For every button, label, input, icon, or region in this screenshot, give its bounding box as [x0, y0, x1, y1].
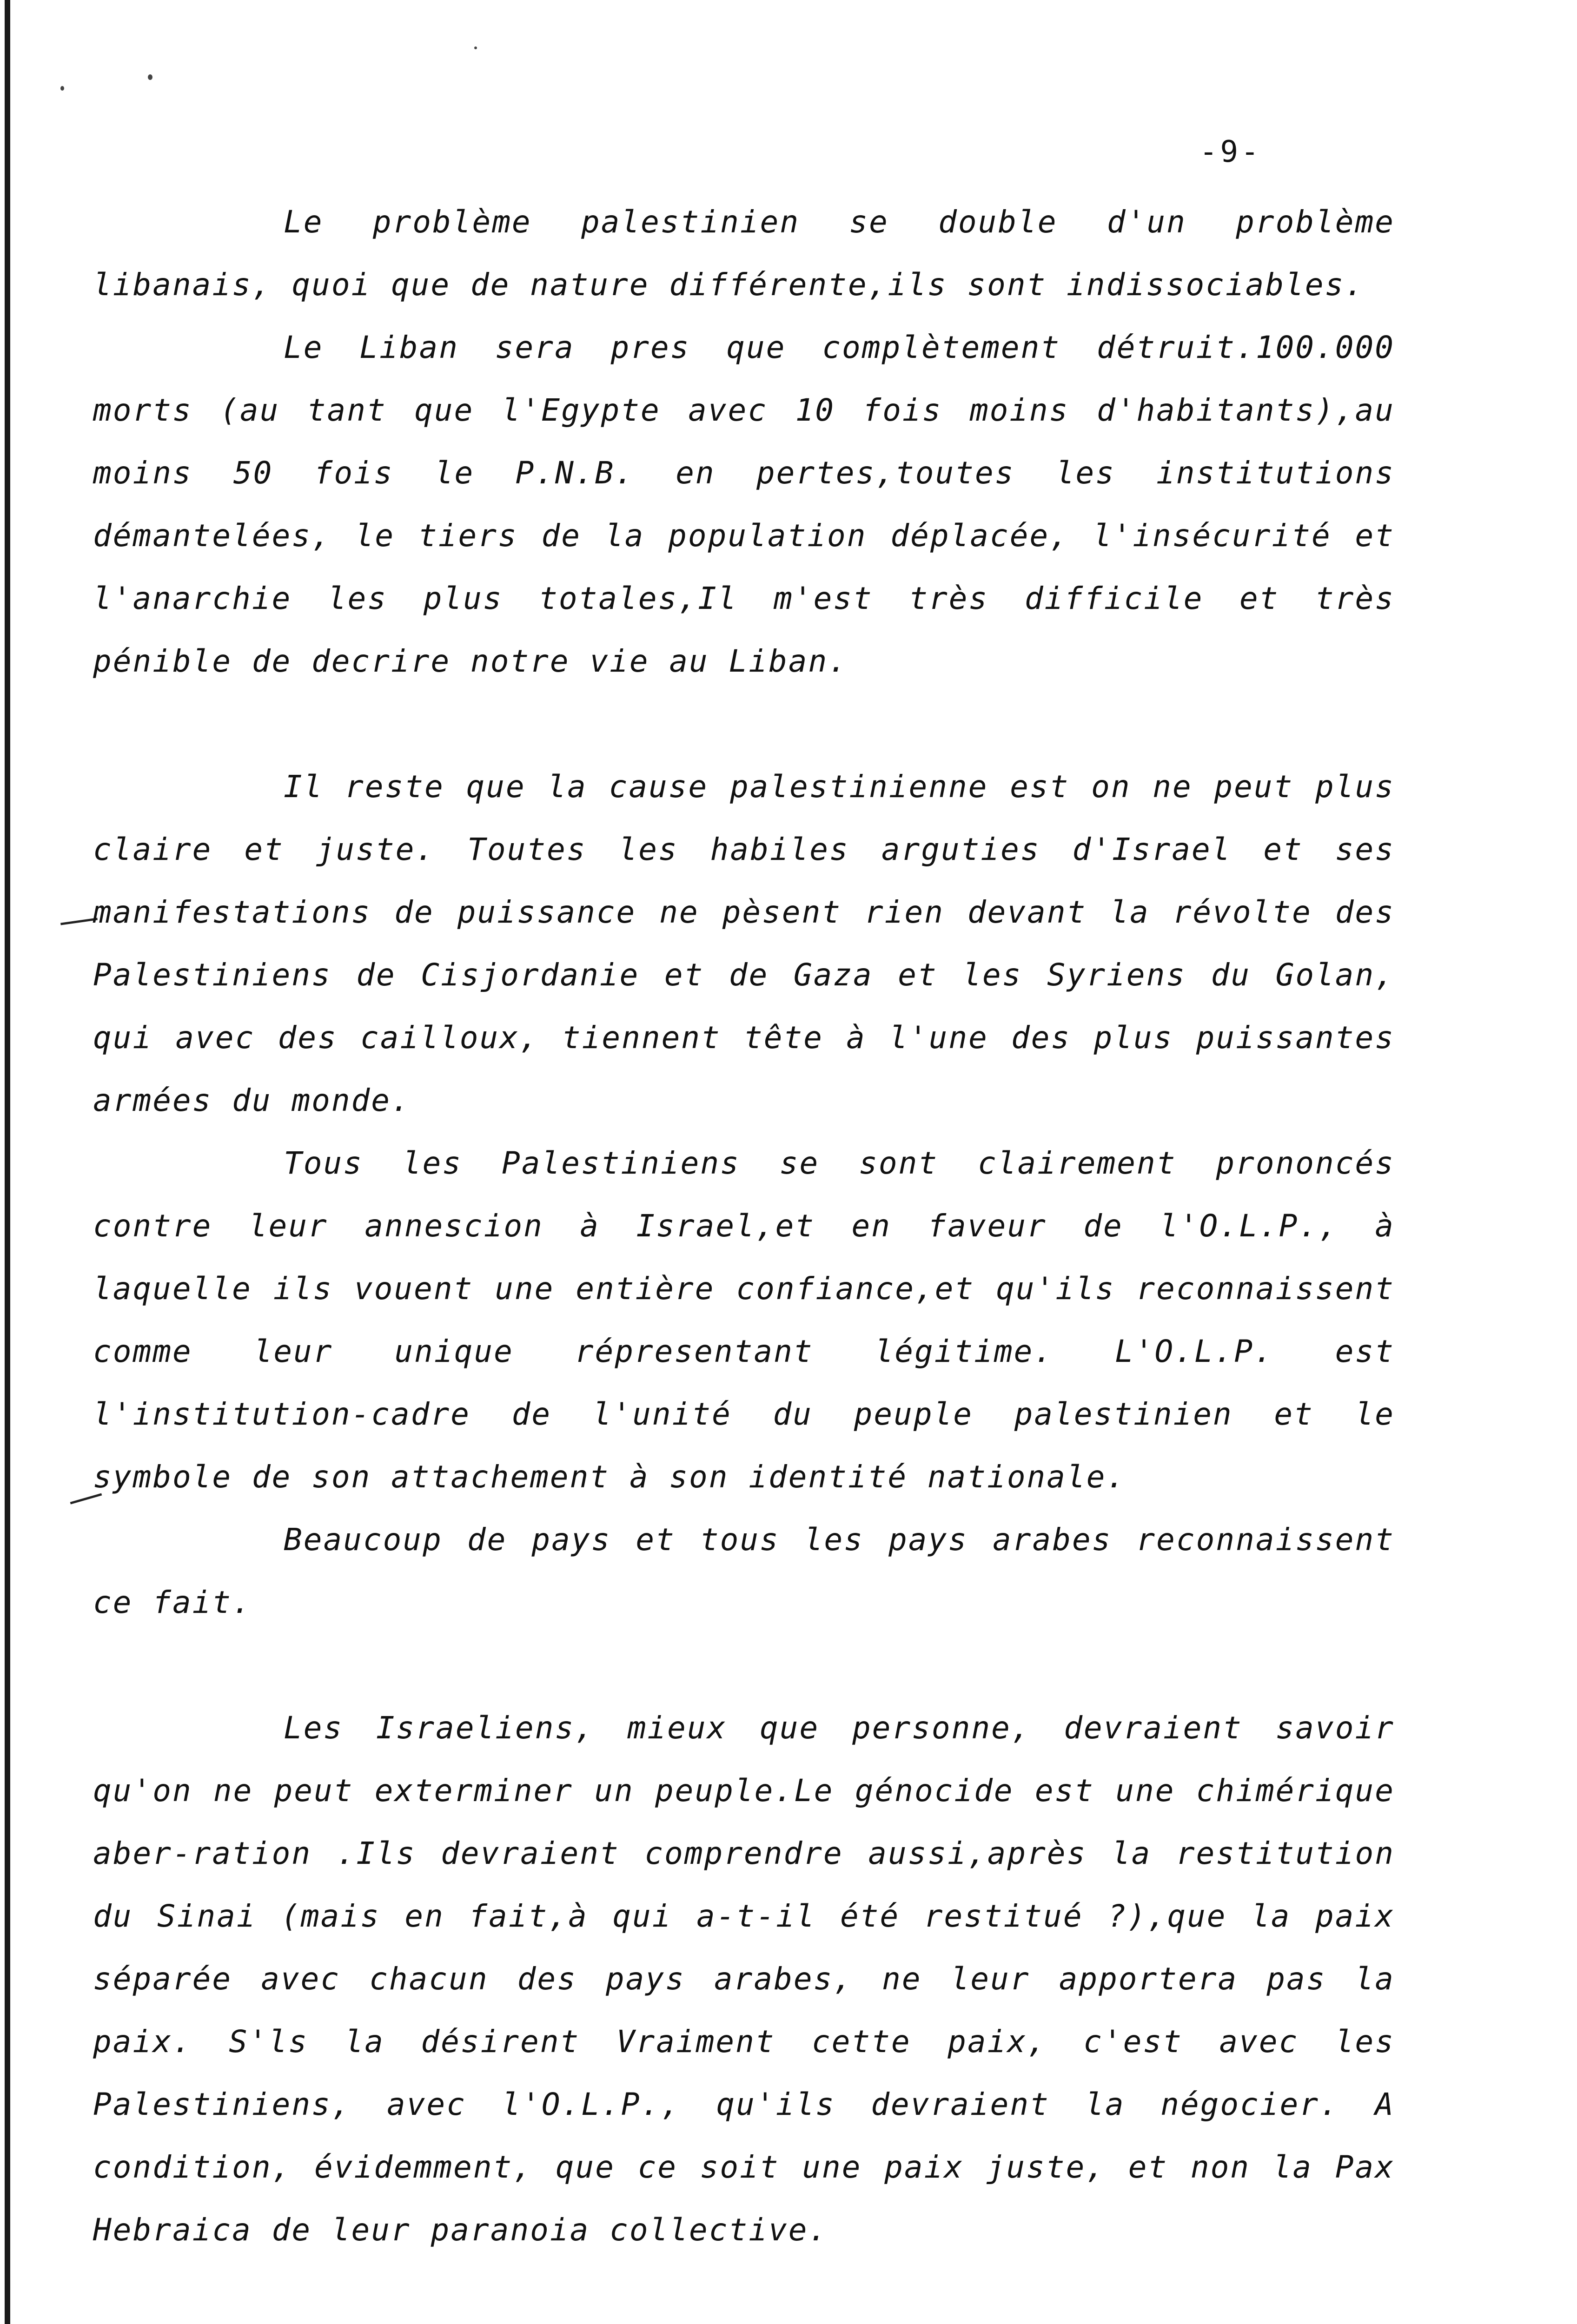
margin-mark: [60, 918, 98, 925]
page-left-edge: [5, 0, 10, 2324]
paragraph-2: Le Liban sera pres que complètement détruit.100.000 morts (au tant que l'Egypte avec 10 fois moins d'habitants),au moins 50 fois le P.N.B. en pertes,toutes les institutions démantelées, le tiers de la population déplacée, l'insécurité et l'anarchie les plus totales,Il m'est très difficile et très pénible de decrire notre vie au Liban.: [93, 330, 1395, 679]
page-number: -9-: [1199, 135, 1262, 169]
paragraph-5: Beaucoup de pays et tous les pays arabes reconnaissent ce fait.: [93, 1522, 1395, 1620]
paragraph-3: Il reste que la cause palestinienne est on ne peut plus claire et juste. Toutes les habiles arguties d'Israel et ses manifestations de puissance ne pèsent rien devant la révolte des Palestiniens de Cisjordanie et de Gaza et les Syriens du Golan, qui avec des cailloux, tiennent tête à l'une des plus puissantes armées du monde.: [93, 769, 1395, 1118]
scan-speck: [60, 86, 64, 91]
scan-speck: [474, 46, 477, 49]
paragraph-1: Le problème palestinien se double d'un problème libanais, quoi que de nature différente,ils sont indissociables.: [93, 204, 1395, 303]
paragraph-4: Tous les Palestiniens se sont clairement prononcés contre leur annescion à Israel,et en faveur de l'O.L.P., à laquelle ils vouent une entière confiance,et qu'ils reconnaissent comme leur unique répresentant légitime. L'O.L.P. est l'institution-cadre de l'unité du peuple palestinien et le symbole de son attachement à son identité nationale.: [93, 1145, 1395, 1495]
scan-speck: [148, 74, 152, 80]
document-body: [93, 191, 1395, 2261]
paragraph-6: Les Israeliens, mieux que personne, devraient savoir qu'on ne peut exterminer un peuple.Le génocide est une chimérique aber-ration .Ils devraient comprendre aussi,après la restitution du Sinai (mais en fait,à qui a-t-il été restitué ?),que la paix séparée avec chacun des pays arabes, ne leur apportera pas la paix. S'ls la désirent Vraiment cette paix, c'est avec les Palestiniens, avec l'O.L.P., qu'ils devraient la négocier. A condition, évidemment, que ce soit une paix juste, et non la Pax Hebraica de leur paranoia collective.: [93, 1710, 1395, 2248]
